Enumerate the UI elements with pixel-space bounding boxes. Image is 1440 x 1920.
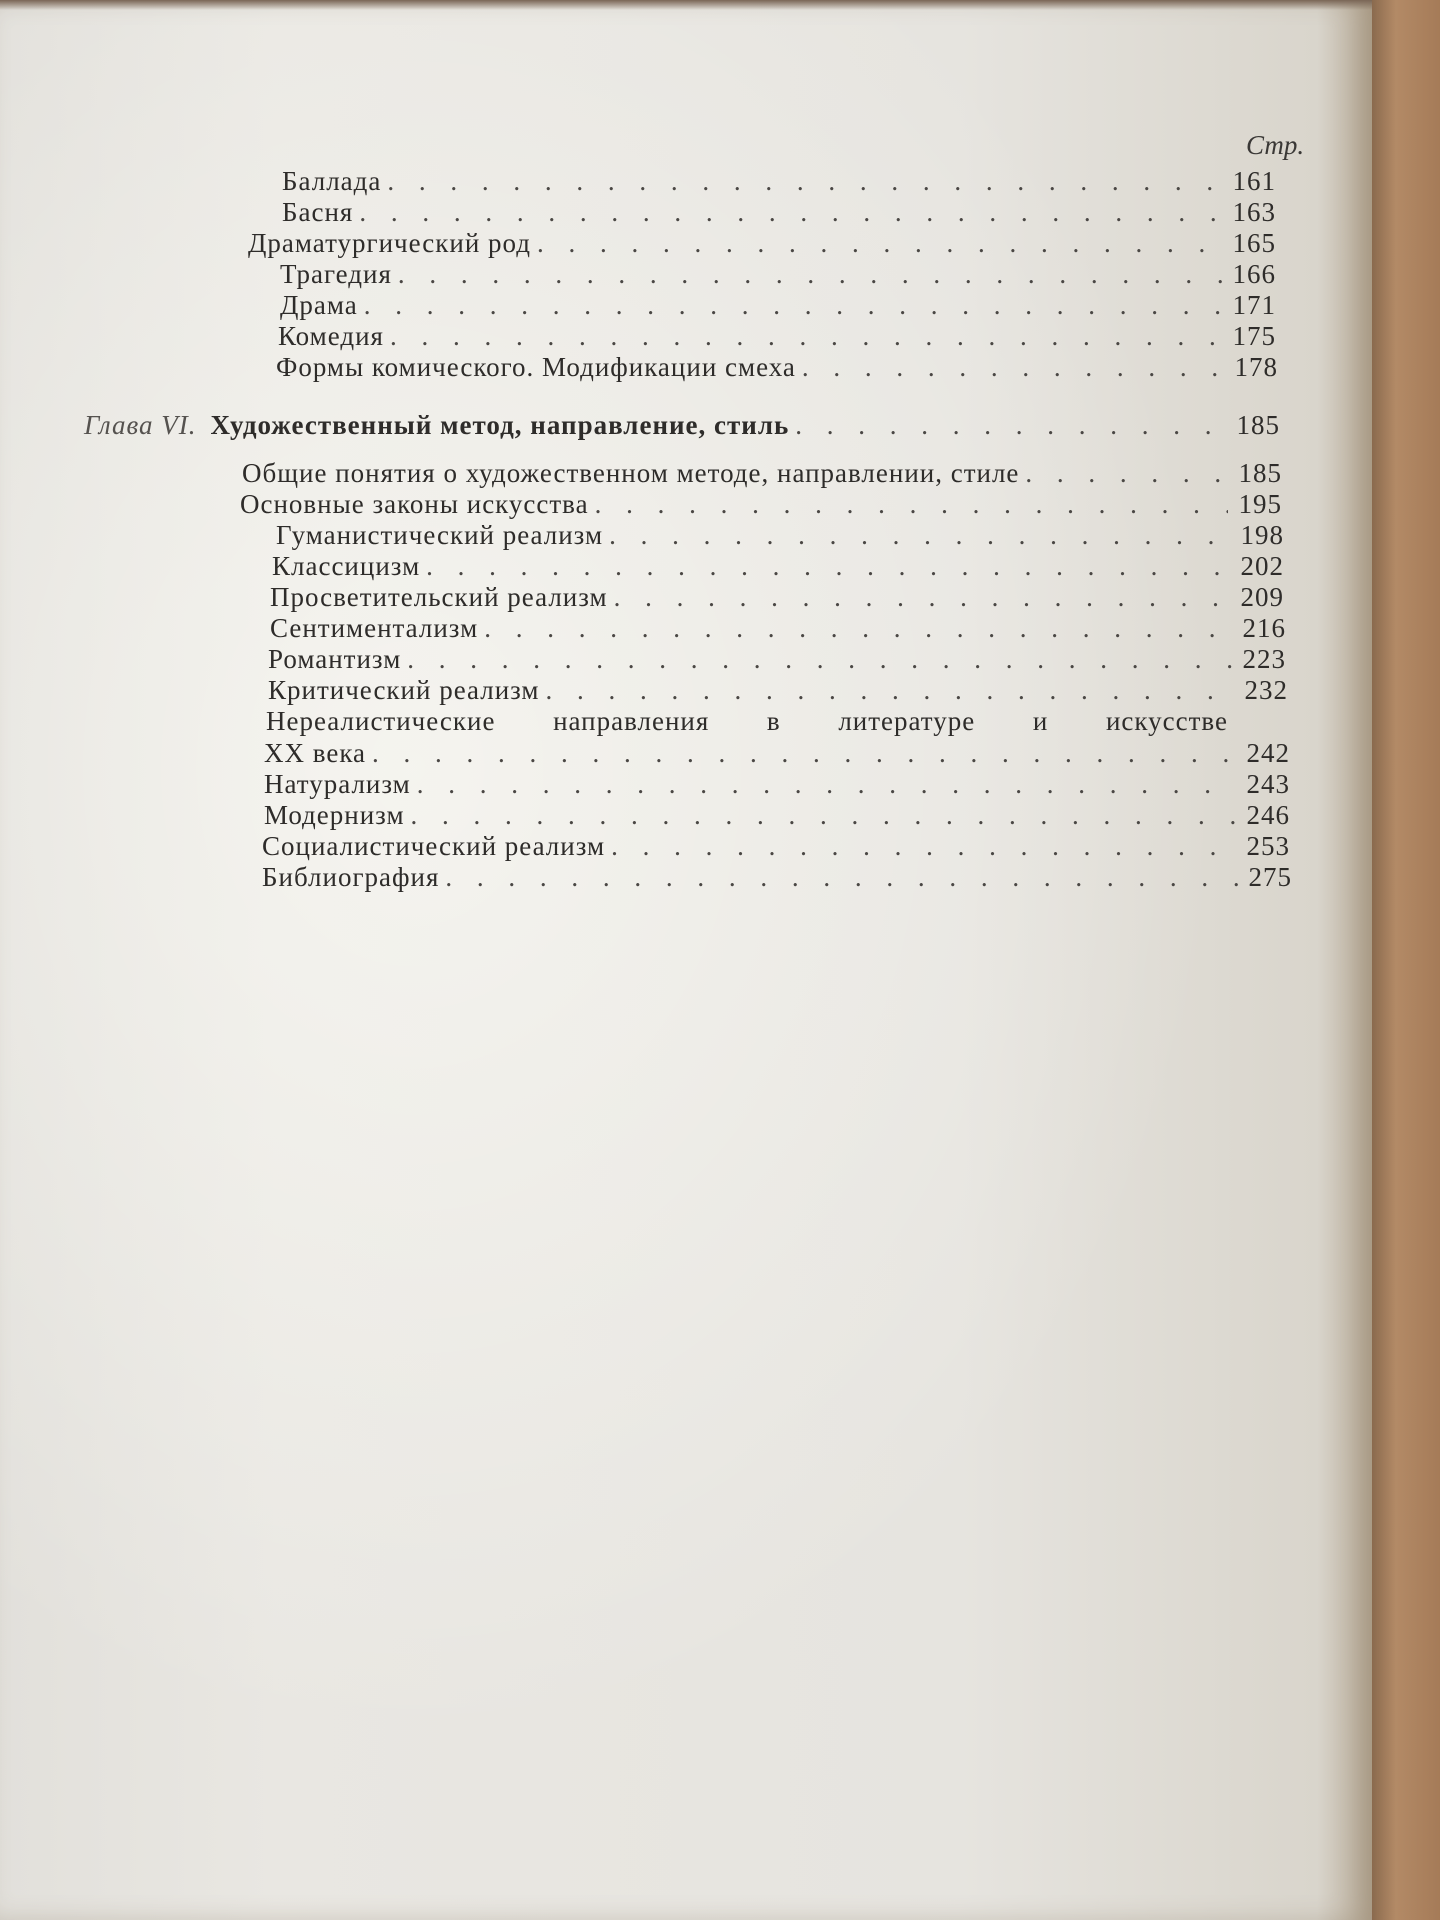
toc-entry-title: Формы комического. Модификации смеха xyxy=(276,352,796,382)
toc-entry-title: Социалистический реализм xyxy=(262,831,606,861)
toc-entry-page: 171 xyxy=(1232,290,1276,320)
toc-entry xyxy=(242,458,1282,490)
page-top-shadow xyxy=(0,0,1372,10)
chapter-title: Художественный метод, направление, стиль xyxy=(210,410,790,440)
toc-entry-title: Драма xyxy=(280,290,358,320)
toc-entry xyxy=(264,800,1290,832)
toc-entry xyxy=(240,489,1282,521)
toc-entry-page: 232 xyxy=(1244,675,1288,705)
toc-entry xyxy=(268,644,1286,676)
toc-entry-page: 195 xyxy=(1238,489,1282,519)
toc-leader-dots xyxy=(537,228,1222,259)
toc-entry xyxy=(264,738,1290,770)
toc-entry-page: 275 xyxy=(1248,862,1292,892)
toc-entry-title: Натурализм xyxy=(264,769,411,799)
toc-entry xyxy=(278,321,1276,353)
toc-leader-dots xyxy=(411,800,1236,831)
toc-leader-dots xyxy=(372,738,1236,769)
toc-leader-dots xyxy=(484,613,1232,644)
toc-leader-dots xyxy=(546,675,1234,706)
toc-leader-dots xyxy=(614,582,1230,613)
toc-entry-title: Комедия xyxy=(278,321,384,351)
toc-entry-page: 185 xyxy=(1238,458,1282,488)
chapter-page: 185 xyxy=(1236,410,1280,440)
toc-entry xyxy=(276,520,1284,552)
toc-entry-title: Просветительский реализм xyxy=(270,582,608,612)
toc-entry-title: Баллада xyxy=(282,166,382,196)
toc-leader-dots xyxy=(387,166,1222,197)
toc-entry-title: Общие понятия о художественном методе, направлении, стиле xyxy=(242,458,1020,488)
toc-leader-dots xyxy=(426,551,1230,582)
toc-entry xyxy=(276,352,1278,384)
toc-leader-dots xyxy=(398,259,1222,290)
toc-leader-dots xyxy=(1025,458,1228,489)
toc-leader-dots xyxy=(795,410,1226,441)
toc-entry xyxy=(262,862,1292,894)
toc-entry-title: Классицизм xyxy=(272,551,421,581)
toc-entry-page: 246 xyxy=(1246,800,1290,830)
toc-entry-page: 242 xyxy=(1246,738,1290,768)
toc-entry-title: XX века xyxy=(264,738,367,768)
toc-leader-dots xyxy=(609,520,1230,551)
toc-leader-dots xyxy=(407,644,1232,675)
toc-entry-page: 253 xyxy=(1246,831,1290,861)
toc-entry-title: Модернизм xyxy=(264,800,405,830)
toc-entry-title: Библиография xyxy=(262,862,440,892)
toc-entry-title: Гуманистический реализм xyxy=(276,520,604,550)
toc-entry xyxy=(270,613,1286,645)
chapter-number: Глава VI. xyxy=(84,410,197,440)
toc-entry-page: 202 xyxy=(1240,551,1284,581)
toc-entry xyxy=(282,197,1276,229)
toc-entry-page: 223 xyxy=(1242,644,1286,674)
toc-leader-dots xyxy=(417,769,1236,800)
toc-entry-page: 161 xyxy=(1232,166,1276,196)
chapter-heading-text xyxy=(84,410,789,441)
toc-leader-dots xyxy=(595,489,1228,520)
toc-entry-title: Романтизм xyxy=(268,644,402,674)
toc-entry-page: 209 xyxy=(1240,582,1284,612)
toc-entry-title: Критический реализм xyxy=(268,675,540,705)
toc-leader-dots xyxy=(445,862,1238,893)
toc-entry-title: Трагедия xyxy=(280,259,392,289)
toc-entry-title: Басня xyxy=(282,197,354,227)
toc-entry xyxy=(282,166,1276,198)
toc-entry xyxy=(268,675,1288,707)
toc-entry-page: 178 xyxy=(1234,352,1278,382)
book-cover-edge xyxy=(1372,0,1440,1920)
toc-entry-page: 165 xyxy=(1232,228,1276,258)
page-column-label: Стр. xyxy=(1246,130,1305,160)
toc-entry xyxy=(280,290,1276,322)
toc-entry-title: Сентиментализм xyxy=(270,613,479,643)
toc-leader-dots xyxy=(364,290,1222,321)
toc-entry xyxy=(270,582,1284,614)
toc-entry-page: 175 xyxy=(1232,321,1276,351)
toc-entry-page: 198 xyxy=(1240,520,1284,550)
toc-entry xyxy=(264,769,1290,801)
toc-entry-title: Основные законы искусства xyxy=(240,489,589,519)
toc-entry-page: 166 xyxy=(1232,259,1276,289)
toc-leader-dots xyxy=(802,352,1224,383)
toc-leader-dots xyxy=(390,321,1222,352)
chapter-heading xyxy=(84,410,1280,442)
toc-entry xyxy=(248,228,1276,260)
toc-entry xyxy=(280,259,1276,291)
toc-entry-title: Драматургический род xyxy=(248,228,531,258)
toc-entry-page: 243 xyxy=(1246,769,1290,799)
toc-entry xyxy=(262,831,1290,863)
toc-leader-dots xyxy=(359,197,1222,228)
toc-entry-page: 163 xyxy=(1232,197,1276,227)
toc-entry-wrapped-first-line: Нереалистические направления в литературе и искусстве xyxy=(266,706,1228,736)
toc-leader-dots xyxy=(611,831,1236,862)
toc-entry xyxy=(272,551,1284,583)
toc-entry-page: 216 xyxy=(1242,613,1286,643)
